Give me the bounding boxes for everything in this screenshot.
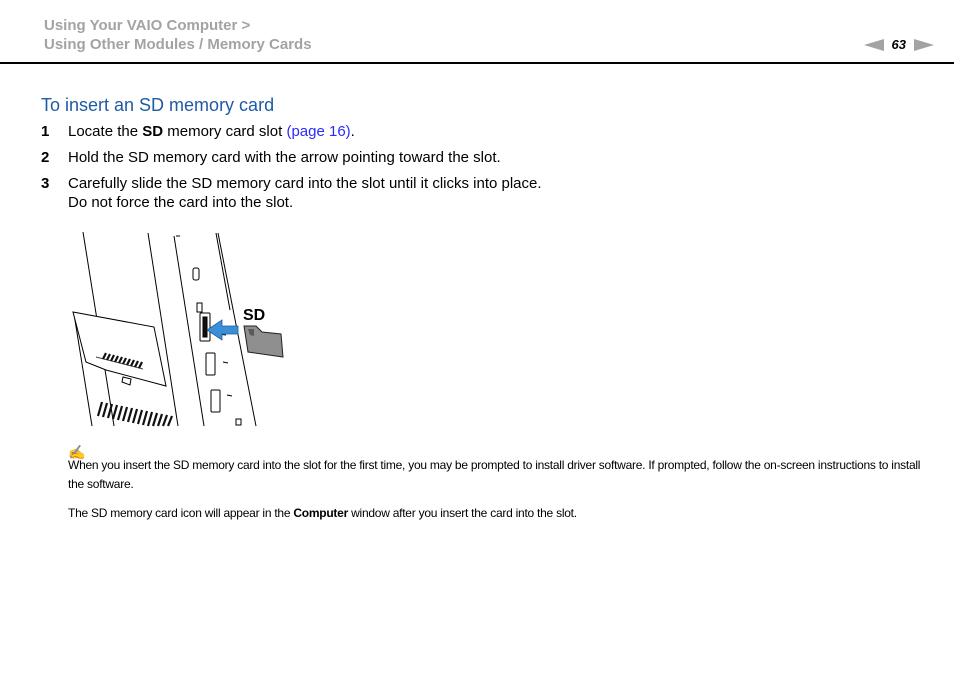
sd-card-insertion-illustration: [66, 230, 296, 428]
page-navigator: [864, 37, 934, 53]
insert-arrow-icon: [207, 320, 238, 340]
sd-slot-label: SD: [243, 307, 266, 324]
breadcrumb-line-1: Using Your VAIO Computer >: [44, 17, 251, 34]
sd-card-icon: [244, 326, 283, 357]
next-page-icon[interactable]: [914, 39, 934, 51]
sd-label: SD: [142, 123, 164, 140]
step-text: Carefully slide the SD memory card into the slot until it clicks into place.: [68, 175, 542, 192]
header-divider: [0, 62, 954, 64]
page-16-link[interactable]: (page 16): [286, 123, 351, 140]
step-number: 3: [41, 175, 50, 192]
page-number: 63: [891, 37, 906, 52]
step-text: Hold the SD memory card with the arrow pointing toward the slot.: [68, 149, 501, 166]
breadcrumb-line-2: Using Other Modules / Memory Cards: [44, 36, 312, 53]
section-heading: To insert an SD memory card: [41, 95, 275, 115]
step-3-continuation: Do not force the card into the slot.: [68, 194, 294, 211]
step-number: 2: [41, 149, 50, 166]
step-text: Locate the SD memory card slot (page 16).: [68, 123, 355, 140]
note-driver-install: When you insert the SD memory card into the slot for the first time, you may be prompted to install driver software. If prompted, follow the on-screen instructions to install the software.: [68, 458, 921, 491]
previous-page-icon[interactable]: [864, 39, 884, 51]
note-computer-window: The SD memory card icon will appear in the Computer window after you insert the card into the slot.: [68, 506, 577, 520]
step-number: 1: [41, 123, 50, 140]
computer-window-label: Computer: [293, 506, 349, 520]
pencil-note-icon: ✍: [68, 444, 86, 460]
